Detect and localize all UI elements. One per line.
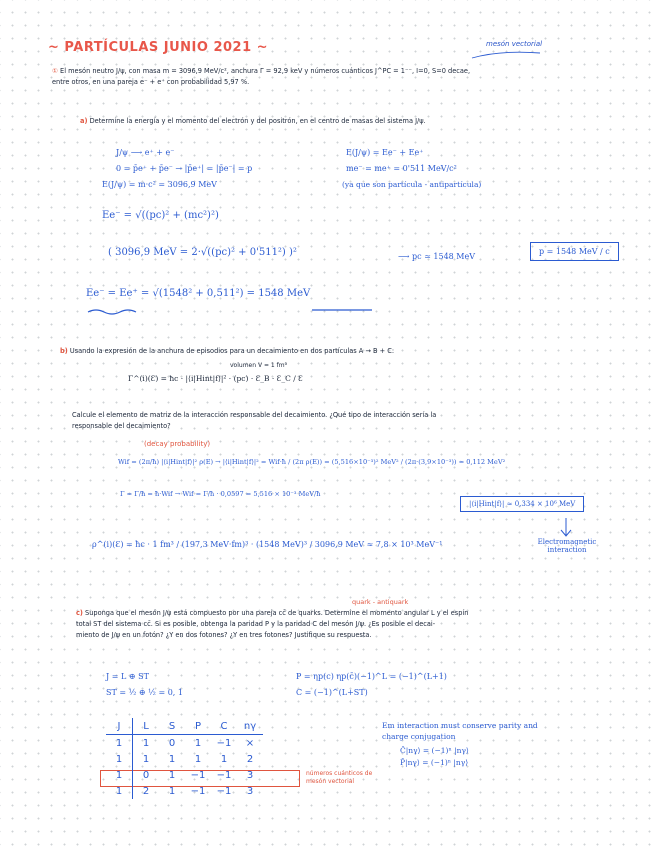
part-b-question-2-line-1: Calcule el elemento de matriz de la interacción responsable del decaimiento. ¿Qué tipo de interacción sería la <box>72 411 437 419</box>
part-c-line-2: total ST del sistema cc̄. Si es posible, obtenga la paridad P y la paridad C del mesón J/ψ. ¿Es posible el decai- <box>76 620 436 628</box>
table-header: S <box>159 718 185 735</box>
part-b-label: b) <box>60 347 68 355</box>
spin-sum: ST = ½ ⊕ ½ = 0, 1 <box>106 688 183 697</box>
part-c-line-3: miento de J/ψ en un fotón? ¿Y en dos fotones? ¿Y en tres fotones? Justifique su respuesta. <box>76 631 372 639</box>
table-cell: −1 <box>190 785 206 797</box>
decay-equation: J/ψ ⟶ e⁺ + e⁻ <box>116 148 175 157</box>
matrix-element-equation: Wif = (2π/ħ) |⟨i|Hint|f⟩|² ρ(E) → |⟨i|Hint|f⟩|² = Wif·ħ / (2π ρ(E)) = (5,516×10⁻³)² MeV² / (2π·(3,9×10⁻³)) ≃ 0,112 MeV² <box>118 458 506 466</box>
table-cell: 1 <box>115 737 123 749</box>
table-cell: −1 <box>216 785 232 797</box>
final-energy-underline <box>82 306 382 320</box>
table-cell: 1 <box>220 753 228 765</box>
table-cell: 1 <box>133 735 160 752</box>
part-b-question <box>60 346 620 357</box>
em-conservation-note <box>382 720 622 742</box>
part-a-label: a) <box>80 117 88 125</box>
pc-result: ⟶ pc ≃ 1548 MeV <box>398 252 476 261</box>
momentum-result-box: p = 1548 MeV / c <box>530 242 619 261</box>
table-cell: 1 <box>168 785 176 797</box>
table-cell: 3 <box>246 785 254 797</box>
momentum-conservation: 0 = p̄e⁺ + p̄e⁻ → |p̄e⁺| = |p̄e⁻| = p <box>116 164 253 173</box>
part-b-question-2 <box>72 410 622 432</box>
intro-paragraph <box>52 66 612 88</box>
table-cell: −1 <box>216 769 232 781</box>
p-operator: P̂|nγ⟩ = (−1)ⁿ |nγ⟩ <box>400 758 469 767</box>
table-cell: 1 <box>194 753 202 765</box>
table-cell: 3 <box>246 769 254 781</box>
table-cell: 1 <box>133 751 160 767</box>
intro-line-2: entre otros, en una pareja e⁻ + e⁺ con probabilidad 5,97 %. <box>52 78 250 86</box>
part-c-label: c) <box>76 609 83 617</box>
interaction-arrow <box>556 516 576 540</box>
table-header: J <box>106 718 133 735</box>
decay-probability-note: (decay probability) <box>144 440 211 448</box>
part-a-question-text: Determine la energía y el momento del electrón y del positrón, en el centro de masas del sistema J/ψ. <box>89 117 426 125</box>
table-cell: −1 <box>190 769 206 781</box>
table-cell: −1 <box>216 737 232 749</box>
table-cell: 0 <box>168 737 176 749</box>
c-operator: Ĉ|nγ⟩ = (−1)ⁿ |nγ⟩ <box>400 746 469 755</box>
angular-momentum-sum: J = L ⊕ ST <box>106 672 149 681</box>
table-cell: 1 <box>168 769 176 781</box>
final-energy: Ee⁻ = Ee⁺ = √(1548² + 0,511²) = 1548 MeV <box>86 288 311 299</box>
table-cell: 2 <box>133 783 160 799</box>
quantum-number-table <box>106 718 263 799</box>
table-cell: 0 <box>133 767 160 783</box>
energy-equation-squared: ( 3096,9 MeV = 2·√((pc)² + 0'511²) )² <box>108 247 297 258</box>
table-cell: 1 <box>168 753 176 765</box>
table-header: L <box>133 718 160 735</box>
part-c-question <box>76 608 626 641</box>
highlight-note: números cuánticos de mesón vectorial <box>306 770 373 785</box>
matrix-element-result: |⟨i|Hint|f⟩| ≈ 0,334 × 10⁶ MeV <box>460 496 584 512</box>
width-to-rate: Γ = Γ/ħ = ħ·Wif → Wif = Γ/ħ · 0,0597 = 5,516 × 10⁻³ MeV/ħ <box>120 490 321 498</box>
interaction-type: Electromagnetic interaction <box>537 538 597 554</box>
table-cell: 1 <box>115 785 123 797</box>
density-of-states: ρ^(i)(Ɛ) = ħc · 1 fm³ / (197,3 MeV·fm)³ · (1548 MeV)³ / 3096,9 MeV ≈ 7,8 × 10³ MeV⁻¹ <box>92 540 443 549</box>
table-row <box>106 767 263 783</box>
table-header: C <box>211 718 237 735</box>
table-header: nγ <box>237 718 263 735</box>
em-note-line-1: Em interaction must conserve parity and <box>382 721 538 730</box>
volume-note: volumen V = 1 fm³ <box>230 362 287 369</box>
width-formula: Γ^(i)(Ɛ) = ħc · |⟨i|Hint|f⟩|² · (pc) · Ɛ_B · Ɛ_C / Ɛ <box>128 374 303 383</box>
parity-equation: P = ηp(c) ηp(c̄)(−1)^L = (−1)^(L+1) <box>296 672 447 681</box>
em-note-line-2: charge conjugation <box>382 732 456 741</box>
particle-note: (ya que son partícula - antipartícula) <box>342 180 482 189</box>
top-note-arrow <box>470 50 550 60</box>
table-row <box>106 783 263 799</box>
table-cell: 2 <box>246 753 254 765</box>
table-row <box>106 735 263 752</box>
table-cell: × <box>245 737 255 749</box>
energy-formula: Ee⁻ = √((pc)² + (mc²)²) <box>102 210 219 221</box>
part-b-question-text: Usando la expresión de la anchura de episodios para un decaimiento en dos partículas A → B + C: <box>69 347 395 355</box>
quark-antiquark-note: quark - antiquark <box>352 598 409 606</box>
energy-sum: E(J/ψ) = Ee⁻ + Ee⁺ <box>346 148 424 157</box>
part-a-question <box>80 116 620 127</box>
table-cell: 1 <box>115 769 123 781</box>
page-title: ~ PARTÍCULAS JUNIO 2021 ~ <box>48 40 269 55</box>
intro-marker: ① <box>52 67 58 75</box>
energy-rest: E(J/ψ) = m·c² = 3096,9 MeV <box>102 180 217 189</box>
part-b-question-2-line-2: responsable del decaimiento? <box>72 422 171 430</box>
table-cell: 1 <box>194 737 202 749</box>
intro-line-1: El mesón neutro J/ψ, con masa m = 3096,9 MeV/c², anchura Γ = 92,9 keV y números cuánticos J^PC = 1⁻⁻, I=0, S=0 decae, <box>60 67 471 75</box>
part-c-line-1: Suponga que el mesón J/ψ está compuesto por una pareja cc̄ de quarks. Determine el momento angular L y el espín <box>85 609 469 617</box>
electron-mass: me⁻ = me⁺ = 0'511 MeV/c² <box>346 164 457 173</box>
table-cell: 1 <box>115 753 123 765</box>
c-parity-equation: C = (−1)^(L+ST) <box>296 688 368 697</box>
top-note: mesón vectorial <box>486 40 543 48</box>
table-row <box>106 751 263 767</box>
table-header: P <box>185 718 211 735</box>
